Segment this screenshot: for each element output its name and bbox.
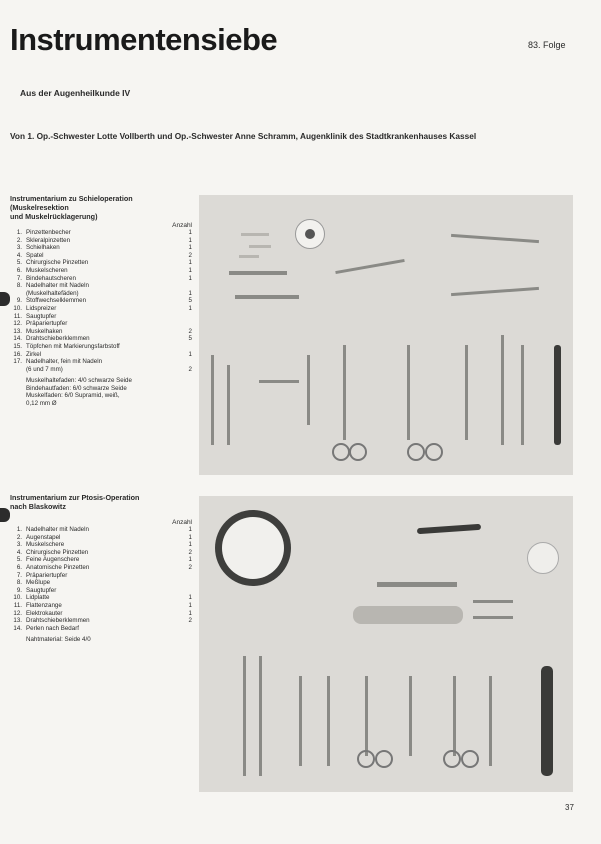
item-name: Präpariertupfer [26,571,68,579]
instrument-image [307,355,310,425]
instrument-image [295,219,325,249]
item-number: 11. [13,601,22,609]
instrument-image [259,380,299,383]
section-heading: Aus der Augenheilkunde IV [20,88,131,98]
item-number: 9. [16,586,22,594]
list-item [10,259,192,267]
list-item [10,541,192,549]
item-name: Präpariertupfer [26,320,68,328]
item-count: 1 [188,236,192,244]
item-name: Muskelschere [26,541,65,549]
instrument-image [451,287,539,296]
instrument-image [409,676,412,756]
instrument-image [407,443,425,461]
item-count: 2 [188,617,192,625]
instrument-image [227,365,230,445]
list-title: Instrumentarium zu Schieloperation (Muskelresektion und Muskelrücklagerung) [10,194,133,221]
item-name: Skleralpinzetten [26,236,71,244]
list-item [10,267,192,275]
item-number: 2. [16,533,22,541]
item-list [10,229,192,373]
list-item [10,343,192,351]
list-item [10,549,192,557]
item-number: 14. [13,624,22,632]
instrument-image [527,542,559,574]
instrument-image [349,443,367,461]
item-name: Chirurgische Pinzetten [26,259,89,267]
binding-hole-mark [0,292,10,306]
item-count: 1 [188,594,192,602]
item-count: 1 [188,244,192,252]
item-count: 2 [188,548,192,556]
item-name: Nadelhalter mit Nadeln [26,282,89,290]
item-count: 1 [188,556,192,564]
item-count: 1 [188,541,192,549]
instrument-image [453,676,456,756]
list-item [10,237,192,245]
instrument-image [377,582,457,587]
instrument-image [241,233,269,236]
list-item [10,320,192,328]
list-item [10,328,192,336]
instrument-image [211,355,214,445]
item-number: 11. [13,312,22,320]
item-name: Saugtupfer [26,586,57,594]
item-name: Chirurgische Pinzetten [26,548,89,556]
instrument-list-strabismus [10,194,192,408]
instrument-image [521,345,524,445]
item-number: 9. [16,297,22,305]
list-item [10,282,192,290]
list-item [10,534,192,542]
item-number: 6. [16,563,22,571]
instrument-image [407,345,410,440]
instrument-image [243,656,246,776]
item-count: 1 [188,274,192,282]
list-item [10,594,192,602]
item-name: Lidspreizer [26,304,57,312]
instrument-image [365,676,368,756]
instrument-image [425,443,443,461]
list-item [10,313,192,321]
item-name: Meßlupe [26,579,51,587]
page-number: 37 [565,803,574,812]
item-number: 15. [13,342,22,350]
item-name: (6 und 7 mm) [26,365,63,373]
instrument-image [249,245,271,248]
list-item [10,358,192,366]
item-name: Stoffwechselklemmen [26,297,87,305]
item-count: 1 [188,259,192,267]
item-name: Saugtupfer [26,312,57,320]
list-item [10,275,192,283]
item-count: 1 [188,526,192,533]
item-number: 5. [16,556,22,564]
item-name: Bindehautscheren [26,274,76,282]
instrument-list-ptosis [10,493,192,644]
item-name: Zirkel [26,350,42,358]
item-name: Augenstapel [26,533,61,541]
instrument-image [417,524,481,534]
item-name: Flattenzange [26,601,62,609]
instrument-image [461,750,479,768]
instrument-image [473,616,513,619]
item-count: 1 [188,289,192,297]
instrument-image [489,676,492,766]
list-item [10,366,192,374]
item-number: 8. [16,282,22,290]
instrument-photo-strabismus [199,195,573,475]
item-count: 5 [188,335,192,343]
list-item [10,290,192,298]
item-count: 1 [188,266,192,274]
item-number: 3. [16,244,22,252]
item-number: 16. [13,350,22,358]
item-count: 2 [188,327,192,335]
item-number: 7. [16,571,22,579]
item-number: 1. [16,526,22,533]
item-number: 1. [16,229,22,236]
list-item [10,572,192,580]
item-number: 8. [16,579,22,587]
item-name: (Muskelhaltefäden) [26,289,79,297]
list-item [10,229,192,237]
instrument-image [327,676,330,766]
item-count: 1 [188,609,192,617]
instrument-image [501,335,504,445]
list-item [10,351,192,359]
binding-hole-mark [0,508,10,522]
item-count: 1 [188,229,192,236]
item-count: 2 [188,563,192,571]
anzahl-header: Anzahl [172,519,192,526]
list-item [10,252,192,260]
list-item [10,526,192,534]
instrument-image [229,271,287,275]
list-item [10,297,192,305]
instrument-image [353,606,463,624]
item-name: Muskelhaken [26,327,63,335]
item-name: Spatel [26,251,44,259]
instrument-image [473,600,513,603]
instrument-image [239,255,259,258]
item-list [10,526,192,632]
list-item [10,335,192,343]
item-number: 7. [16,274,22,282]
item-name: Pinzettenbecher [26,229,71,236]
list-item [10,244,192,252]
instrument-photo-ptosis [199,496,573,792]
item-number: 13. [13,617,22,625]
list-item [10,602,192,610]
instrument-image [465,345,468,440]
instrument-image [375,750,393,768]
list-item [10,587,192,595]
suture-notes: Muskelhaltefaden: 4/0 schwarze Seide Bindehautfaden: 6/0 schwarze Seide Muskelfaden: 6/0 Supramid, weiß, 0,12 mm Ø [26,377,132,408]
item-count: 2 [188,365,192,373]
item-count: 5 [188,297,192,305]
item-number: 6. [16,266,22,274]
item-number: 12. [13,609,22,617]
item-number: 5. [16,259,22,267]
instrument-image [554,345,561,445]
item-name: Schielhaken [26,244,60,252]
list-item [10,305,192,313]
author-byline: Von 1. Op.-Schwester Lotte Vollberth und Op.-Schwester Anne Schramm, Augenklinik des Stadtkrankenhauses Kassel [10,131,477,141]
item-number: 4. [16,251,22,259]
item-name: Nadelhalter, fein mit Nadeln [26,358,103,366]
item-count: 2 [188,251,192,259]
item-number: 2. [16,236,22,244]
instrument-image [343,345,346,440]
instrument-image [215,510,291,586]
item-number: 3. [16,541,22,549]
item-name: Elektrokauter [26,609,63,617]
instrument-image [235,295,299,299]
instrument-image [332,443,350,461]
instrument-image [451,234,539,243]
item-number: 13. [13,327,22,335]
item-name: Perlen nach Bedarf [26,624,79,632]
item-name: Drahtschieberklemmen [26,617,90,625]
item-number: 12. [13,320,22,328]
list-item [10,617,192,625]
item-name: Feine Augenschere [26,556,80,564]
item-number: 10. [13,594,22,602]
item-number: 4. [16,548,22,556]
item-name: Anatomische Pinzetten [26,563,90,571]
item-count: 1 [188,533,192,541]
list-item [10,579,192,587]
list-item [10,556,192,564]
list-title: Instrumentarium zur Ptosis-Operation nach Blaskowitz [10,493,140,511]
anzahl-header: Anzahl [172,222,192,229]
suture-notes: Nahtmaterial: Seide 4/0 [26,636,91,644]
item-name: Drahtschieberklemmen [26,335,90,343]
item-count: 1 [188,350,192,358]
page-title: Instrumentensiebe [10,22,278,57]
item-name: Töpfchen mit Markierungsfarbstoff [26,342,120,350]
item-count: 1 [188,304,192,312]
instrument-image [259,656,262,776]
item-name: Nadelhalter mit Nadeln [26,526,89,533]
instrument-image [541,666,553,776]
item-number: 10. [13,304,22,312]
item-number: 14. [13,335,22,343]
instrument-image [335,259,404,274]
instrument-image [357,750,375,768]
item-name: Muskelscheren [26,266,68,274]
list-item [10,564,192,572]
item-number: 17. [13,358,22,366]
instrument-image [443,750,461,768]
item-count: 1 [188,601,192,609]
series-number: 83. Folge [528,40,566,50]
list-item [10,610,192,618]
instrument-image [299,676,302,766]
item-name: Lidplatte [26,594,50,602]
list-item [10,625,192,633]
